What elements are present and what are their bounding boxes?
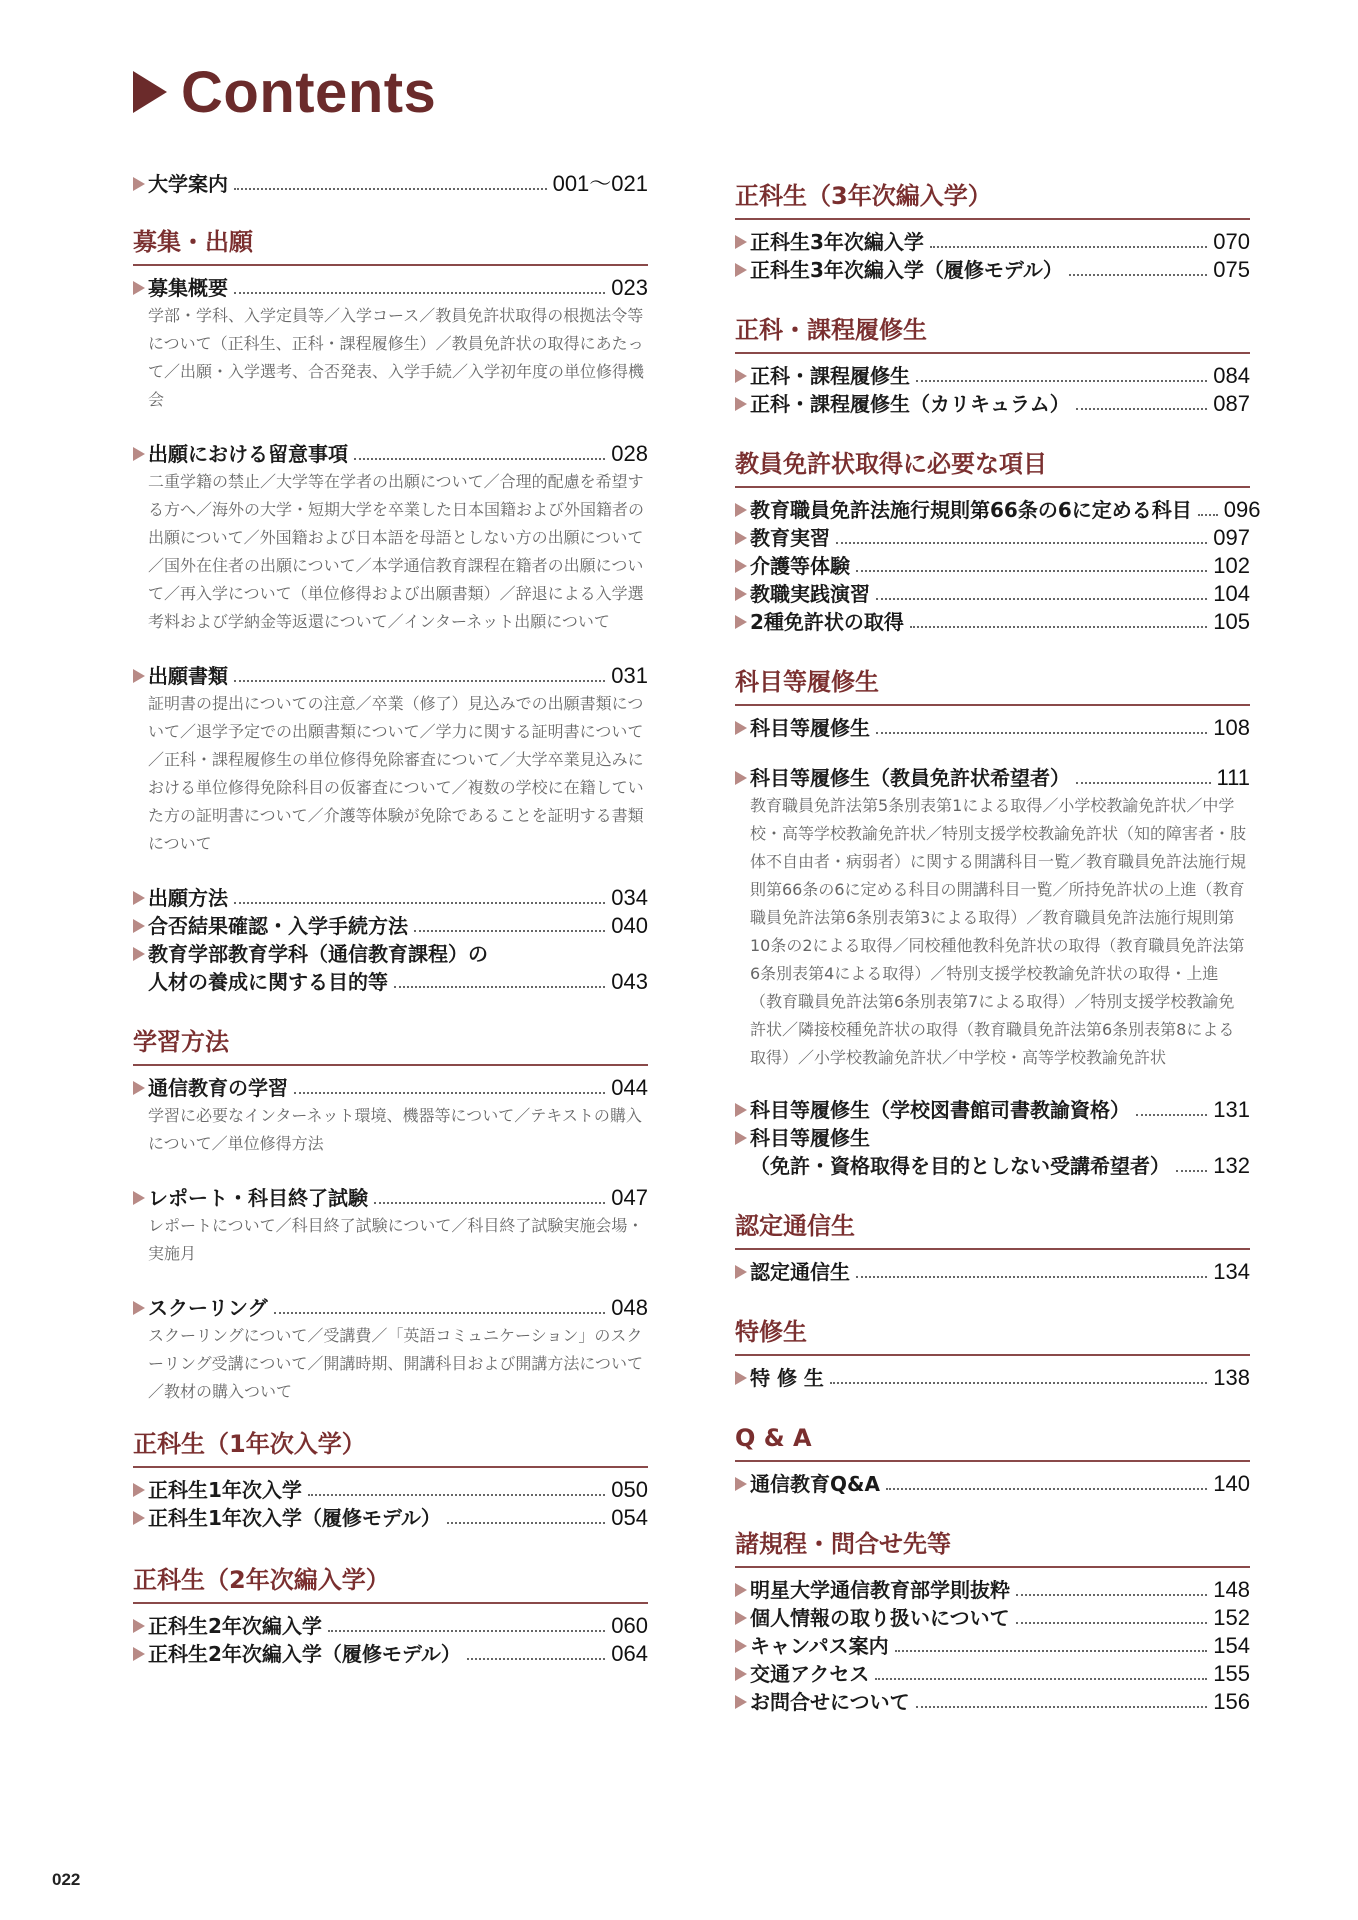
toc-entry[interactable]: 2種免許状の取得 105 xyxy=(735,608,1250,636)
arrow-icon xyxy=(735,771,747,785)
section-seika1 xyxy=(133,1428,648,1532)
toc-entry[interactable]: 合否結果確認・入学手続方法 040 xyxy=(133,912,648,940)
toc-entry[interactable]: 特 修 生 138 xyxy=(735,1364,1250,1392)
arrow-icon xyxy=(735,235,747,249)
arrow-icon xyxy=(735,1131,747,1145)
toc-entry[interactable]: 正科生3年次編入学 070 xyxy=(735,228,1250,256)
toc-entry[interactable]: 正科生3年次編入学（履修モデル） 075 xyxy=(735,256,1250,284)
toc-entry[interactable]: 認定通信生 134 xyxy=(735,1258,1250,1286)
arrow-icon xyxy=(735,369,747,383)
arrow-icon xyxy=(133,919,145,933)
toc-entry[interactable]: 教職実践演習 104 xyxy=(735,580,1250,608)
toc-entry[interactable]: 通信教育Q&A 140 xyxy=(735,1470,1250,1498)
toc-entry[interactable]: 出願における留意事項 028 xyxy=(133,440,648,468)
section-gakushu xyxy=(133,1026,648,1406)
toc-entry[interactable]: 教育学部教育学科（通信教育課程）の xyxy=(133,940,648,968)
toc-description: 二重学籍の禁止／大学等在学者の出願について／合理的配慮を希望する方へ／海外の大学・短期大学を卒業した日本国籍および外国籍者の出願について／外国籍および日本語を母語としない方の出願について／国外在住者の出願について／本学通信教育課程在籍者の出願について／再入学について（単位修得および出願書類）／辞退による入学選考料および学納金等返還について／インターネット出願について xyxy=(148,472,645,631)
toc-entry[interactable]: 教育実習 097 xyxy=(735,524,1250,552)
section-title: 特修生 xyxy=(735,1316,1250,1356)
arrow-icon xyxy=(735,1639,747,1653)
section-nintei xyxy=(735,1210,1250,1286)
arrow-icon xyxy=(735,615,747,629)
right-column xyxy=(735,180,1261,1716)
toc-entry[interactable]: 交通アクセス 155 xyxy=(735,1660,1250,1688)
arrow-icon xyxy=(735,263,747,277)
toc-entry[interactable]: スクーリング 048 xyxy=(133,1294,648,1322)
toc-description: 学部・学科、入学定員等／入学コース／教員免許状取得の根拠法令等について（正科生、正科・課程履修生）／教員免許状の取得にあたって／出願・入学選考、合否発表、入学手続／入学初年度の単位修得機会 xyxy=(148,306,645,409)
section-title: 正科・課程履修生 xyxy=(735,314,1250,354)
toc-entry[interactable]: 科目等履修生（学校図書館司書教諭資格） 131 xyxy=(735,1096,1250,1124)
section-title: 教員免許状取得に必要な項目 xyxy=(735,448,1250,488)
arrow-icon xyxy=(735,1611,747,1625)
toc-entry[interactable]: 出願書類 031 xyxy=(133,662,648,690)
toc-entry[interactable]: 科目等履修生 xyxy=(735,1124,1250,1152)
arrow-icon xyxy=(735,1583,747,1597)
toc-entry-continued[interactable]: 人材の養成に関する目的等 043 xyxy=(148,969,648,994)
toc-description: 証明書の提出についての注意／卒業（修了）見込みでの出願書類について／退学予定での出願書類について／学力に関する証明書について／正科・課程履修生の単位修得免除審査について／大学卒業見込みにおける単位修得免除科目の仮審査について／複数の学校に在籍していた方の証明書について／介護等体験が免除であることを証明する書類について xyxy=(148,694,644,853)
toc-entry[interactable]: 科目等履修生 108 xyxy=(735,714,1250,742)
arrow-icon xyxy=(133,1081,145,1095)
arrow-icon xyxy=(735,1695,747,1709)
section-qa xyxy=(735,1422,1250,1498)
section-title: 諸規程・問合せ先等 xyxy=(735,1528,1250,1568)
toc-entry[interactable]: レポート・科目終了試験 047 xyxy=(133,1184,648,1212)
toc-entry[interactable]: お問合せについて 156 xyxy=(735,1688,1250,1716)
arrow-icon xyxy=(735,1667,747,1681)
toc-description: スクーリングについて／受講費／「英語コミュニケーション」のスクーリング受講について／開講時期、開講科目および開講方法について／教材の購入ついて xyxy=(148,1326,644,1401)
arrow-icon xyxy=(735,559,747,573)
section-title: 科目等履修生 xyxy=(735,666,1250,706)
section-title: 正科生（2年次編入学） xyxy=(133,1564,648,1604)
section-title: 学習方法 xyxy=(133,1026,648,1066)
toc-entry[interactable]: 出願方法 034 xyxy=(133,884,648,912)
section-boshu xyxy=(133,226,648,996)
section-kitei xyxy=(735,1528,1250,1716)
arrow-icon xyxy=(735,721,747,735)
arrow-icon xyxy=(133,1511,145,1525)
toc-entry[interactable]: 正科生2年次編入学 060 xyxy=(133,1612,648,1640)
arrow-icon xyxy=(133,891,145,905)
toc-entry[interactable]: 正科生1年次入学（履修モデル） 054 xyxy=(133,1504,648,1532)
arrow-icon xyxy=(133,1301,145,1315)
page-title: Contents xyxy=(181,59,437,125)
section-title: Q & A xyxy=(735,1422,1250,1462)
toc-entry[interactable]: 介護等体験 102 xyxy=(735,552,1250,580)
toc-entry[interactable]: キャンパス案内 154 xyxy=(735,1632,1250,1660)
toc-entry[interactable]: 教育職員免許法施行規則第66条の6に定める科目 096 xyxy=(735,496,1250,524)
arrow-icon xyxy=(735,397,747,411)
toc-entry[interactable]: 正科生1年次入学 050 xyxy=(133,1476,648,1504)
toc-entry-continued[interactable]: （免許・資格取得を目的としない受講希望者） 132 xyxy=(750,1153,1250,1178)
arrow-icon xyxy=(133,281,145,295)
arrow-icon xyxy=(735,503,747,517)
triangle-icon xyxy=(133,71,167,113)
toc-entry[interactable]: 通信教育の学習 044 xyxy=(133,1074,648,1102)
section-title: 認定通信生 xyxy=(735,1210,1250,1250)
arrow-icon xyxy=(133,1647,145,1661)
section-tokushu xyxy=(735,1316,1250,1392)
section-menkyo xyxy=(735,448,1261,636)
section-kamoku xyxy=(735,666,1250,1180)
toc-entry[interactable]: 募集概要 023 xyxy=(133,274,648,302)
arrow-icon xyxy=(735,587,747,601)
arrow-icon xyxy=(735,1371,747,1385)
toc-description: 教育職員免許法第5条別表第1による取得／小学校教諭免許状／中学校・高等学校教諭免許状／特別支援学校教諭免許状（知的障害者・肢体不自由者・病弱者）に関する開講科目一覧／教育職員免許法施行規則第66条の6に定める科目の開講科目一覧／所持免許状の上進（教育職員免許法第6条別表第3による取得）／教育職員免許法施行規則第10条の2による取得／同校種他教科免許状の取得（教育職員免許法第6条別表第4による取得）／特別支援学校教諭免許状の取得・上進（教育職員免許法第6条別表第7による取得）／特別支援学校教諭免許状／隣接校種免許状の取得（教育職員免許法第6条別表第8による取得）／小学校教諭免許状／中学校・高等学校教諭免許状 xyxy=(750,796,1247,1067)
arrow-icon xyxy=(133,1619,145,1633)
toc-entry[interactable]: 正科・課程履修生（カリキュラム） 087 xyxy=(735,390,1250,418)
section-seika3 xyxy=(735,180,1250,284)
arrow-icon xyxy=(133,177,145,191)
arrow-icon xyxy=(735,531,747,545)
toc-entry[interactable]: 個人情報の取り扱いについて 152 xyxy=(735,1604,1250,1632)
toc-description: レポートについて／科目終了試験について／科目終了試験実施会場・実施月 xyxy=(148,1216,644,1263)
toc-entry[interactable]: 正科・課程履修生 084 xyxy=(735,362,1250,390)
page-number: 022 xyxy=(52,1870,81,1889)
toc-entry[interactable]: 大学案内 001〜021 xyxy=(133,170,648,198)
toc-entry[interactable]: 科目等履修生（教員免許状希望者） 111 xyxy=(735,764,1250,792)
section-seika2 xyxy=(133,1564,648,1668)
arrow-icon xyxy=(133,1191,145,1205)
section-title: 募集・出願 xyxy=(133,226,648,266)
left-column xyxy=(133,170,648,1668)
toc-entry[interactable]: 明星大学通信教育部学則抜粋 148 xyxy=(735,1576,1250,1604)
arrow-icon xyxy=(735,1477,747,1491)
arrow-icon xyxy=(133,669,145,683)
arrow-icon xyxy=(133,947,145,961)
arrow-icon xyxy=(133,1483,145,1497)
section-title: 正科生（1年次入学） xyxy=(133,1428,648,1468)
section-title: 正科生（3年次編入学） xyxy=(735,180,1250,220)
arrow-icon xyxy=(133,447,145,461)
toc-description: 学習に必要なインターネット環境、機器等について／テキストの購入について／単位修得方法 xyxy=(148,1106,642,1153)
arrow-icon xyxy=(735,1103,747,1117)
contents-title xyxy=(133,60,436,124)
arrow-icon xyxy=(735,1265,747,1279)
section-katei xyxy=(735,314,1250,418)
toc-entry[interactable]: 正科生2年次編入学（履修モデル） 064 xyxy=(133,1640,648,1668)
